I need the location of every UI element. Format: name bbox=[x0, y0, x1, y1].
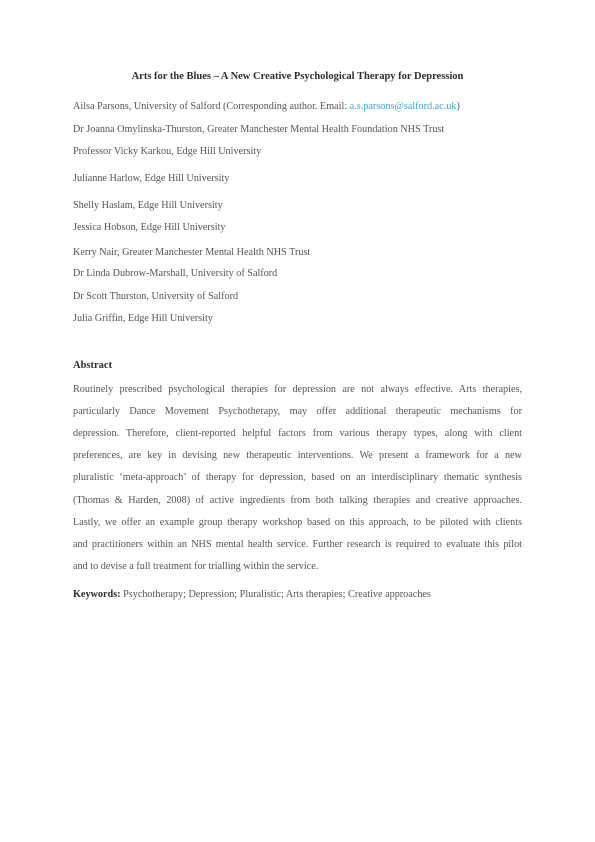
keywords-text: Psychotherapy; Depression; Pluralistic; Arts therapies; Creative approaches bbox=[120, 589, 431, 600]
author-line: Dr Joanna Omylinska-Thurston, Greater Manchester Mental Health Foundation NHS Trust bbox=[73, 124, 445, 135]
abstract-line: pluralistic ‘meta-approach’ of therapy for depression, based on an interdisciplinary thematic synthesis bbox=[73, 472, 522, 483]
abstract-line: preferences, are key in devising new therapeutic interventions. We present a framework for a new bbox=[73, 450, 522, 461]
author-line: Julia Griffin, Edge Hill University bbox=[73, 313, 213, 324]
author-line: Julianne Harlow, Edge Hill University bbox=[73, 173, 230, 184]
abstract-line: Routinely prescribed psychological therapies for depression are not always effective. Arts therapies, bbox=[73, 384, 522, 395]
author-line: Dr Linda Dubrow-Marshall, University of Salford bbox=[73, 268, 278, 279]
author-line: Kerry Nair, Greater Manchester Mental Health NHS Trust bbox=[73, 247, 311, 258]
abstract-line: depression. Therefore, client-reported helpful factors from various therapy types, along with client bbox=[73, 428, 522, 439]
paper-title: Arts for the Blues – A New Creative Psychological Therapy for Depression bbox=[131, 71, 464, 82]
author-line: Jessica Hobson, Edge Hill University bbox=[73, 222, 226, 233]
abstract-line: and to devise a full treatment for trialling within the service. bbox=[73, 561, 319, 572]
author-line: Professor Vicky Karkou, Edge Hill University bbox=[73, 146, 262, 157]
author-suffix: ) bbox=[456, 101, 460, 112]
author-name: Ailsa Parsons, University of Salford (Corresponding author. Email: bbox=[73, 101, 350, 112]
author-line-corresponding bbox=[73, 101, 460, 112]
abstract-line: (Thomas & Harden, 2008) of active ingredients from both talking therapies and creative approaches. bbox=[73, 495, 522, 506]
author-line: Shelly Haslam, Edge Hill University bbox=[73, 200, 223, 211]
author-line: Dr Scott Thurston, University of Salford bbox=[73, 291, 239, 302]
author-email-link[interactable]: a.s.parsons@salford.ac.uk bbox=[349, 101, 457, 112]
keywords-line bbox=[73, 589, 431, 600]
keywords-label: Keywords: bbox=[73, 589, 121, 600]
abstract-heading: Abstract bbox=[73, 360, 113, 371]
abstract-line: and practitioners within an NHS mental health service. Further research is required to evaluate this pilot bbox=[73, 539, 522, 550]
abstract-line: Lastly, we offer an example group therapy workshop based on this approach, to be piloted with clients bbox=[73, 517, 522, 528]
abstract-line: particularly Dance Movement Psychotherapy, may offer additional therapeutic mechanisms for bbox=[73, 406, 522, 417]
